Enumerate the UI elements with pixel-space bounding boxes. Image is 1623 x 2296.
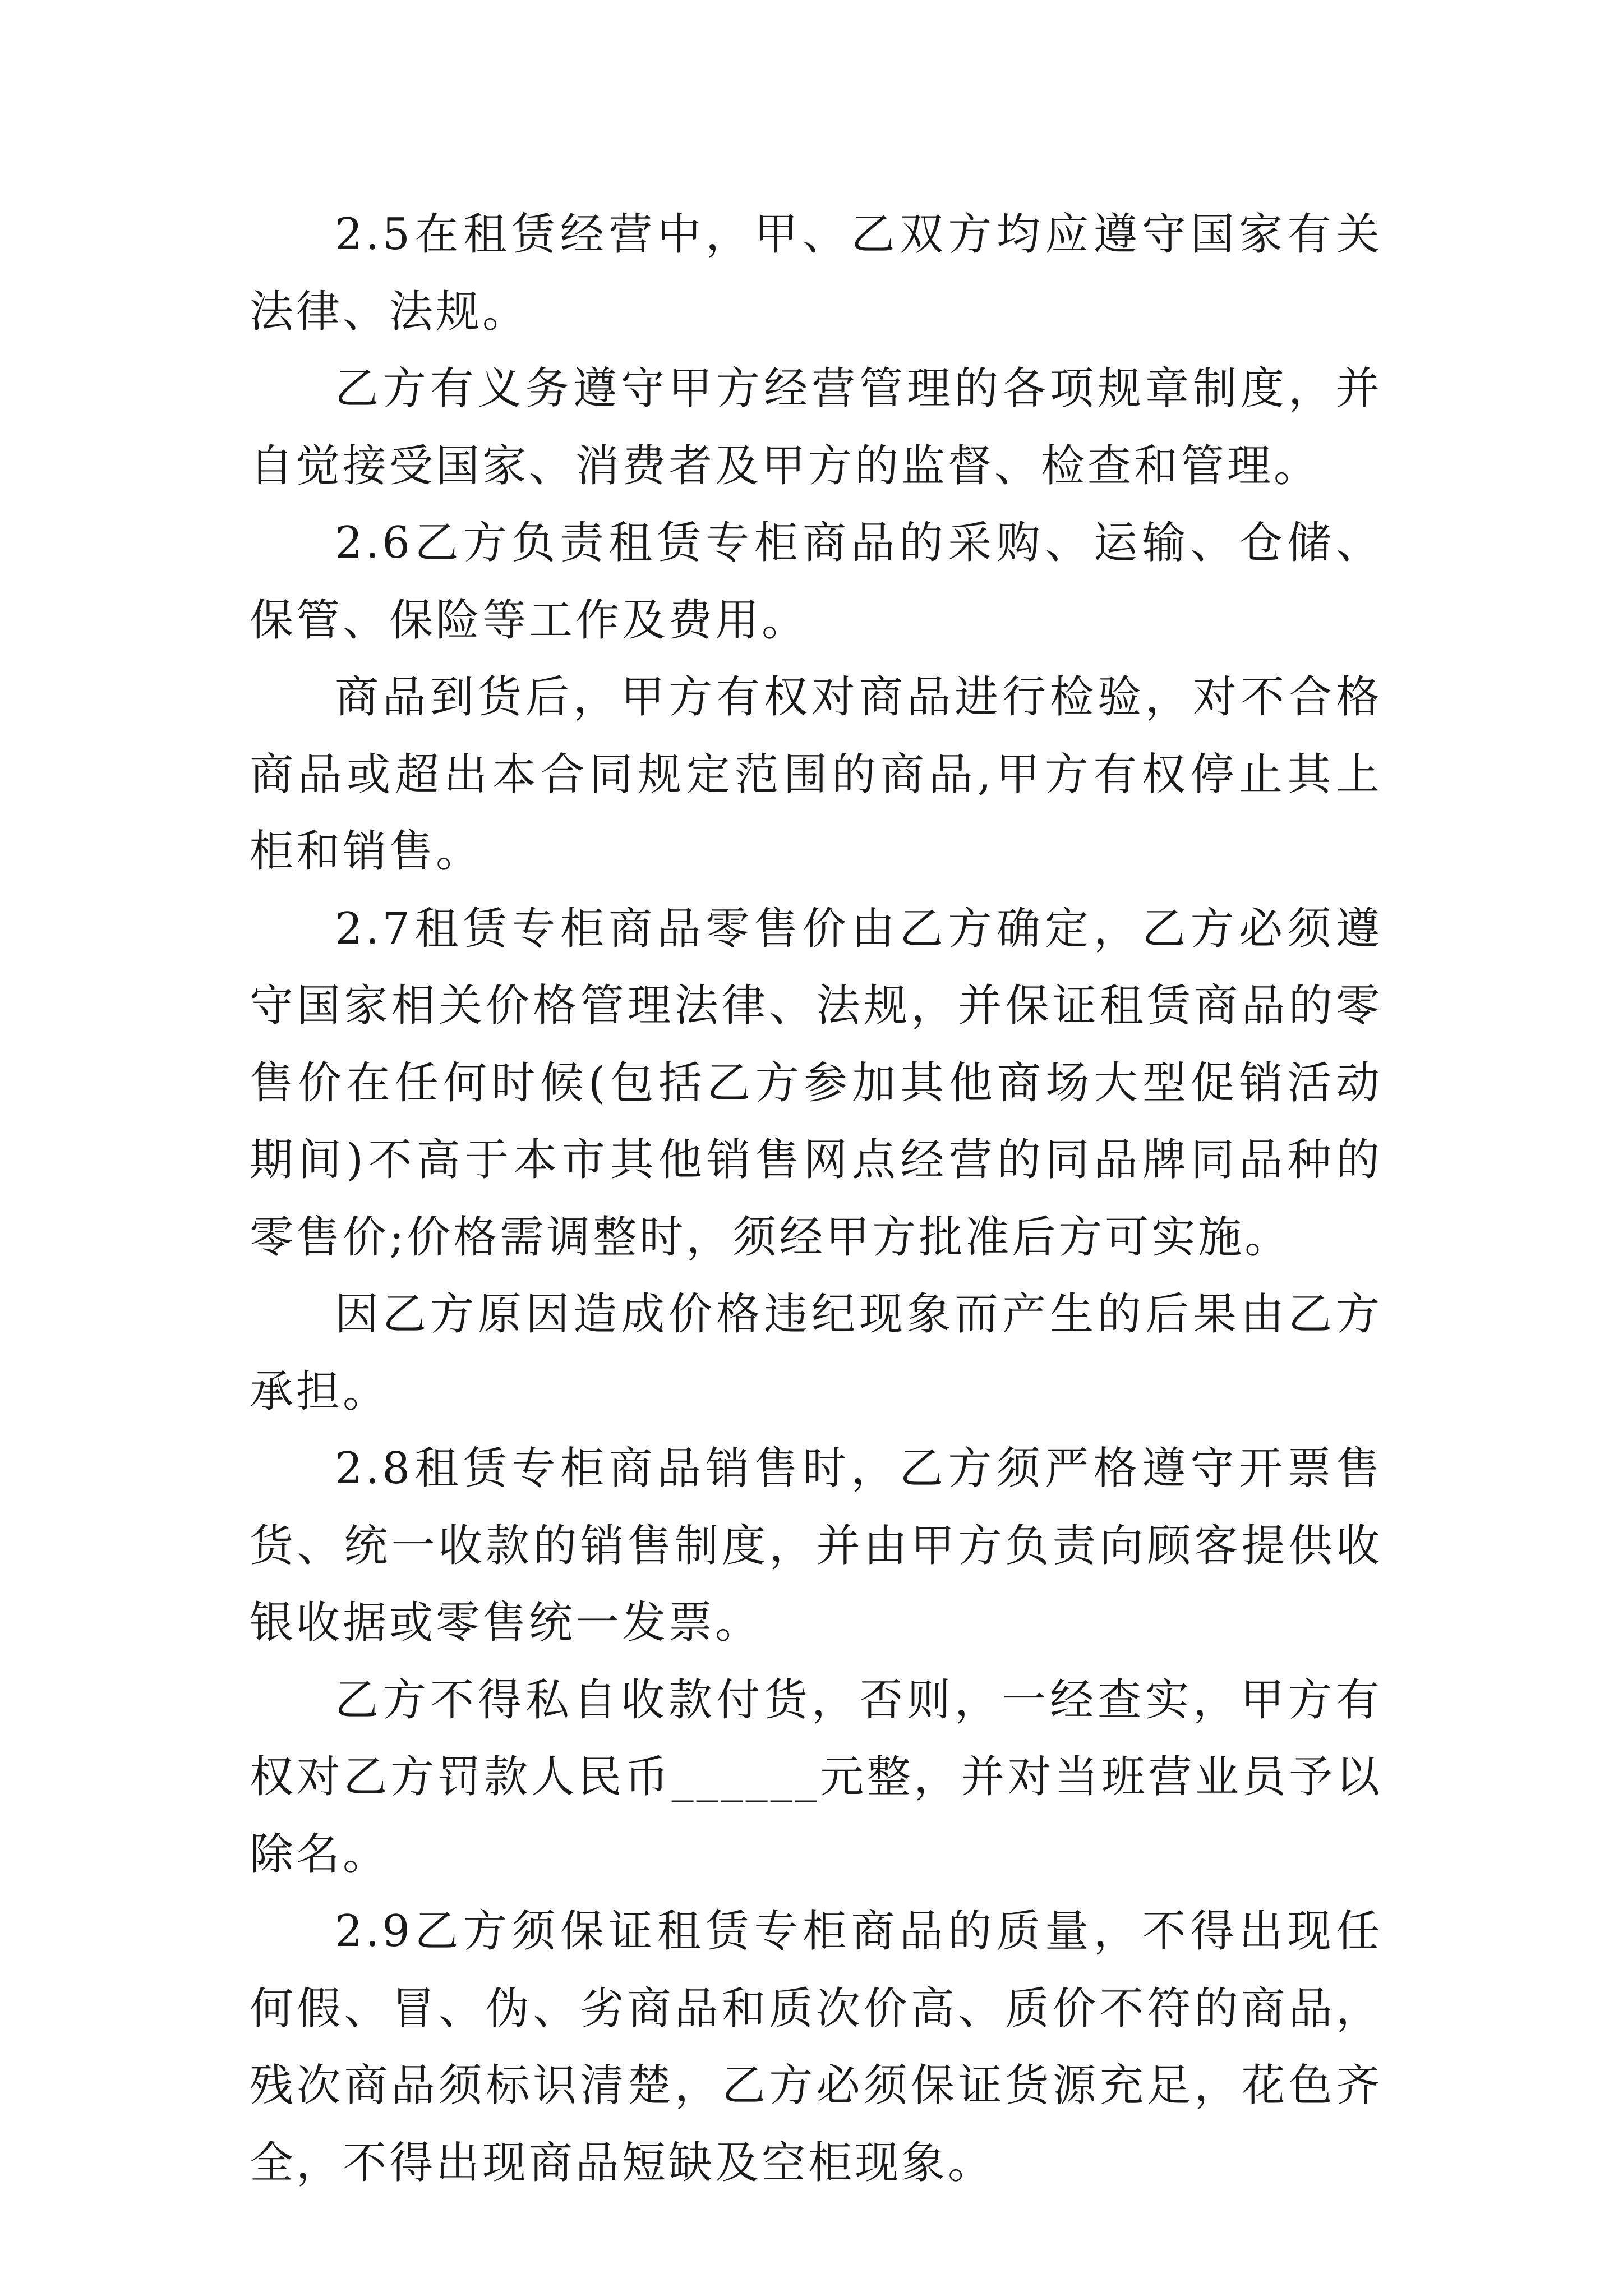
paragraph-obligation-rules: 乙方有义务遵守甲方经营管理的各项规章制度，并自觉接受国家、消费者及甲方的监督、检查和管理。 [250,364,1382,491]
paragraph-2-8: 2.8租赁专柜商品销售时，乙方须严格遵守开票售货、统一收款的销售制度，并由甲方负责向顾客提供收银收据或零售统一发票。 [250,1443,1382,1648]
paragraph-2-5: 2.5在租赁经营中，甲、乙双方均应遵守国家有关法律、法规。 [250,209,1382,337]
paragraph-private-payment-penalty: 乙方不得私自收款付货，否则，一经查实，甲方有权对乙方罚款人民币______元整，并对当班营业员予以除名。 [250,1674,1382,1880]
paragraph-price-violation: 因乙方原因造成价格违纪现象而产生的后果由乙方承担。 [250,1289,1382,1417]
paragraph-goods-inspection: 商品到货后，甲方有权对商品进行检验，对不合格商品或超出本合同规定范围的商品,甲方有权停止其上柜和销售。 [250,672,1382,877]
document-body [250,196,1382,2202]
paragraph-2-9: 2.9乙方须保证租赁专柜商品的质量，不得出现任何假、冒、伪、劣商品和质次价高、质价不符的商品，残次商品须标识清楚，乙方必须保证货源充足，花色齐全，不得出现商品短缺及空柜现象。 [250,1906,1382,2188]
paragraph-2-7: 2.7租赁专柜商品零售价由乙方确定，乙方必须遵守国家相关价格管理法律、法规，并保证租赁商品的零售价在任何时候(包括乙方参加其他商场大型促销活动期间)不高于本市其他销售网点经营的同品牌同品种的零售价;价格需调整时，须经甲方批准后方可实施。 [250,903,1382,1263]
paragraph-2-6: 2.6乙方负责租赁专柜商品的采购、运输、仓储、保管、保险等工作及费用。 [250,518,1382,646]
